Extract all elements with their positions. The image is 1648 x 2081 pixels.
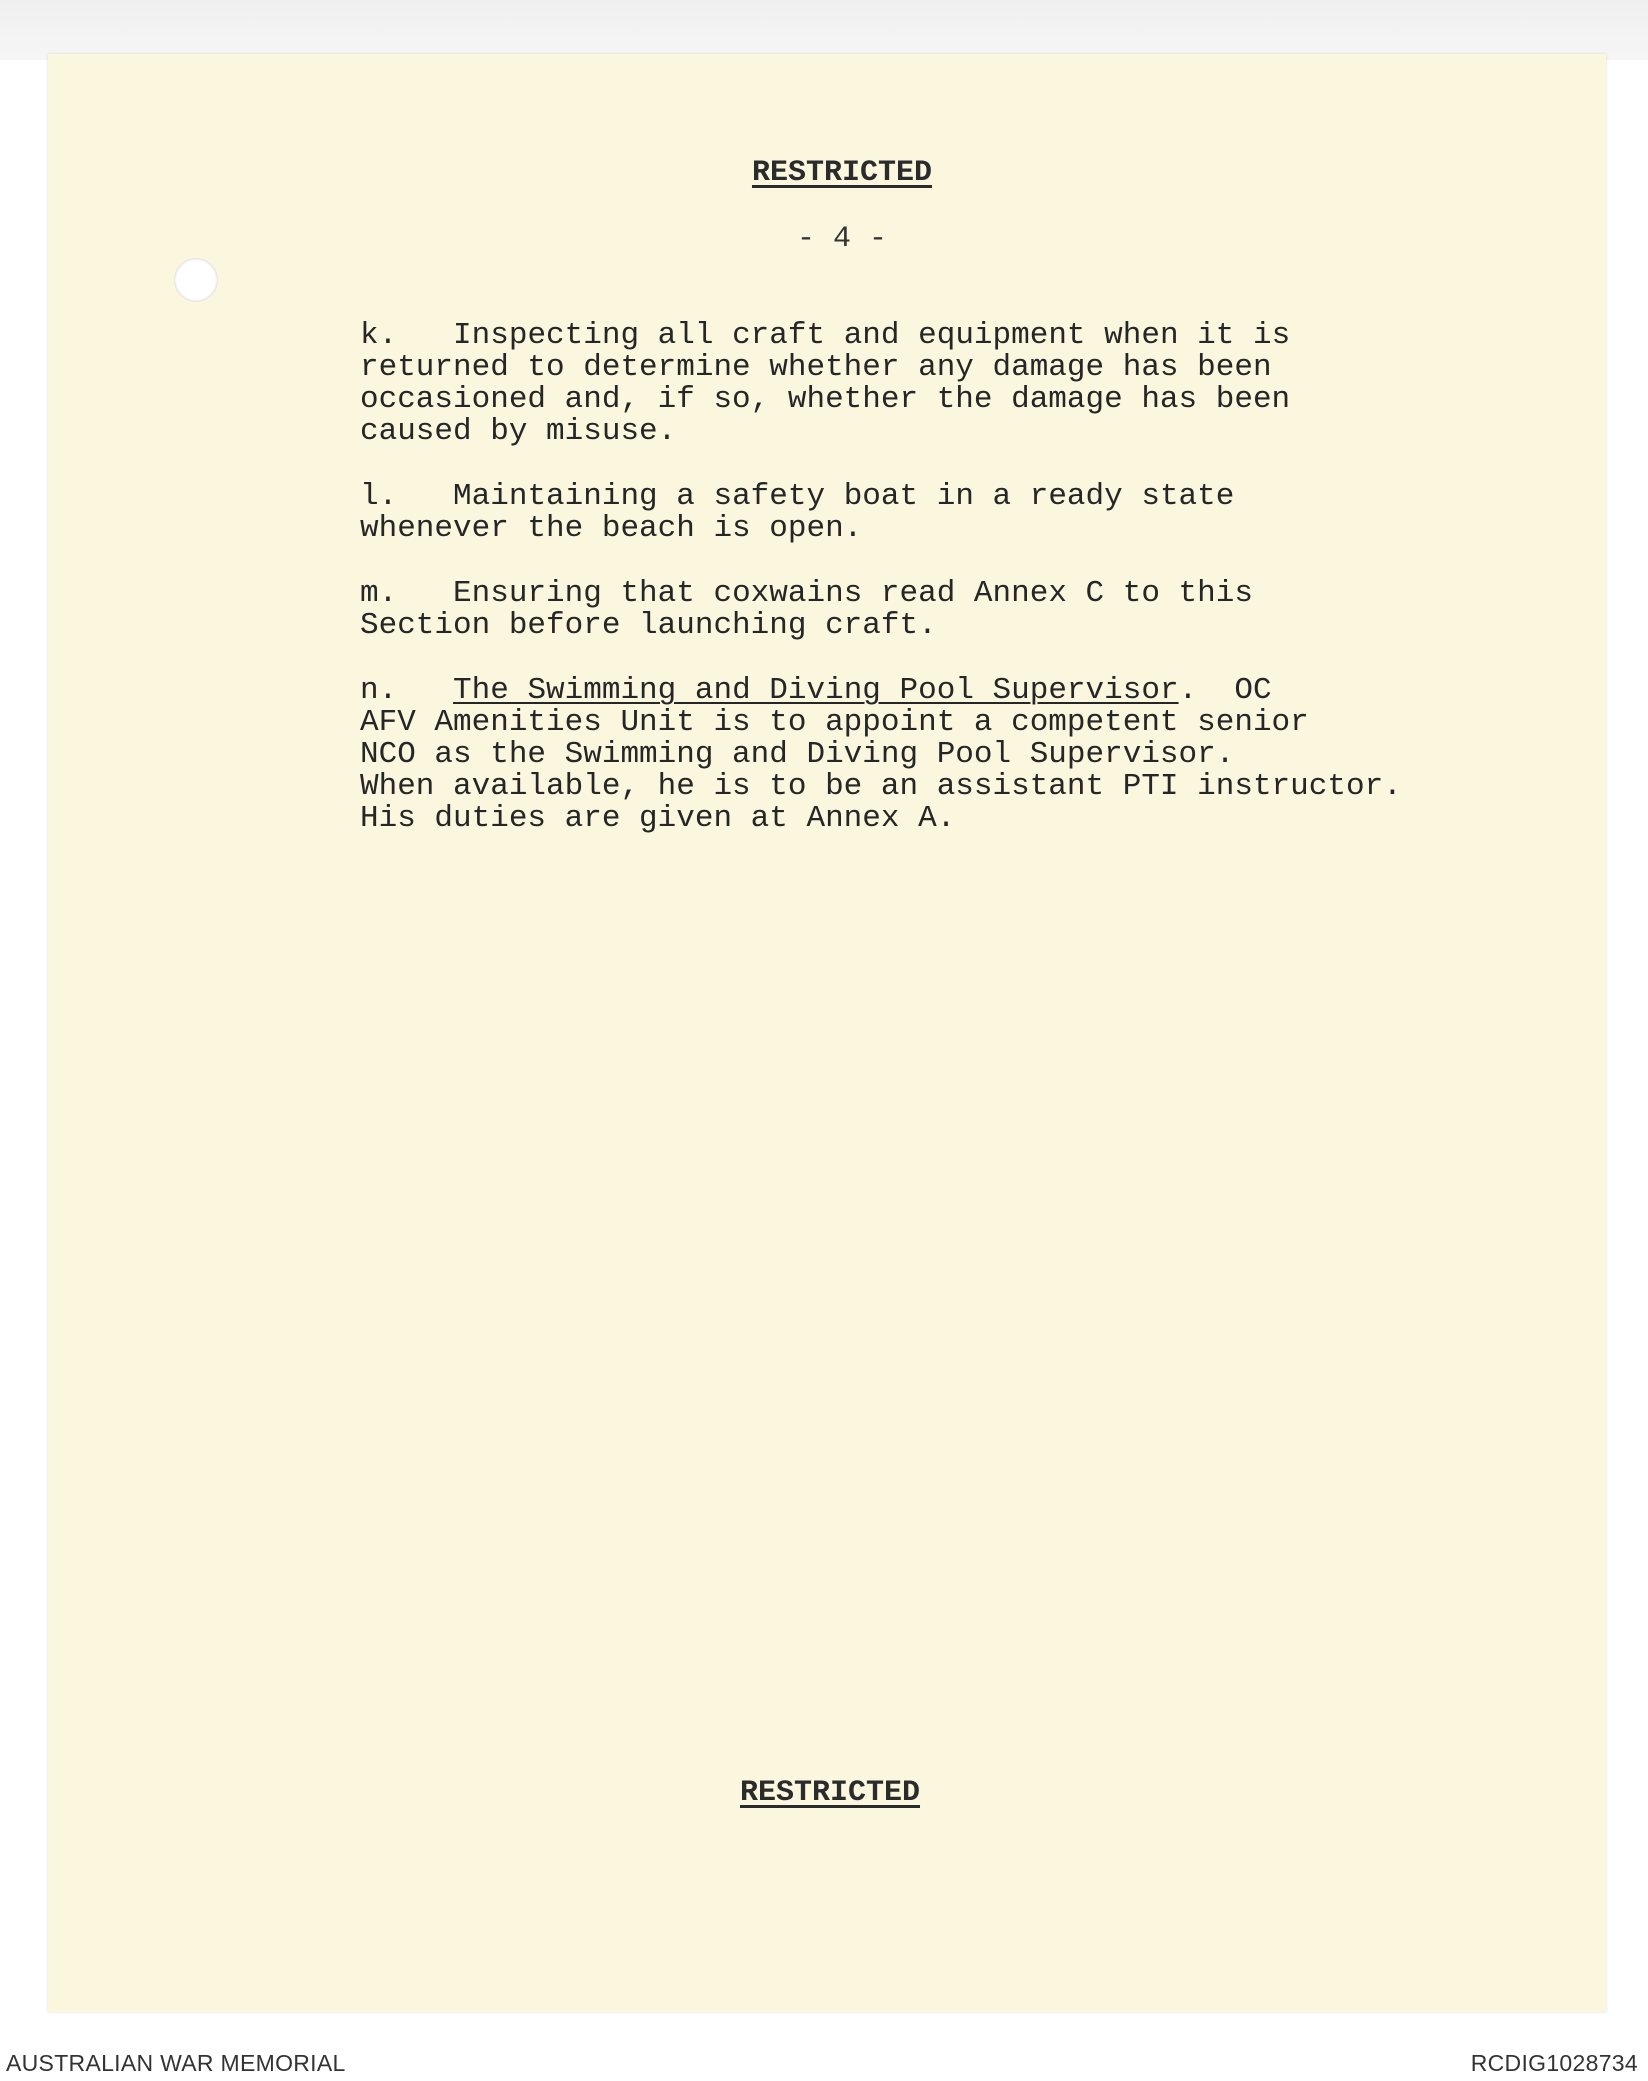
paragraph-m <box>360 578 1500 642</box>
heading-rest: . OC <box>1178 673 1272 708</box>
footer-classification: RESTRICTED <box>739 1776 921 1810</box>
paragraph-line: Ensuring that coxwains read Annex C to this <box>453 576 1253 611</box>
paragraph-label: n. <box>360 673 398 708</box>
paragraph-line: returned to determine whether any damage has been <box>360 350 1272 385</box>
scan-background <box>0 0 1648 60</box>
paragraph-n <box>360 675 1500 835</box>
paragraph-label: l. <box>360 479 398 514</box>
paragraph-line: AFV Amenities Unit is to appoint a competent senior <box>360 705 1309 740</box>
archive-name: AUSTRALIAN WAR MEMORIAL <box>6 2050 346 2076</box>
archive-id: RCDIG1028734 <box>1470 2050 1638 2076</box>
paragraph-line: occasioned and, if so, whether the damage has been <box>360 382 1291 417</box>
paragraph-label: k. <box>360 318 398 353</box>
document-body <box>360 320 1500 868</box>
paragraph-l <box>360 481 1500 545</box>
paragraph-k <box>360 320 1500 448</box>
paragraph-line: NCO as the Swimming and Diving Pool Supervisor. <box>360 737 1235 772</box>
page-number: - 4 - <box>796 222 887 256</box>
paragraph-label: m. <box>360 576 398 611</box>
punch-hole <box>174 258 218 302</box>
paragraph-line: Maintaining a safety boat in a ready state <box>453 479 1235 514</box>
paragraph-line: whenever the beach is open. <box>360 511 863 546</box>
paragraph-line: Inspecting all craft and equipment when it is <box>453 318 1291 353</box>
paragraph-line: When available, he is to be an assistant PTI instructor. <box>360 769 1402 804</box>
section-heading: The Swimming and Diving Pool Supervisor <box>453 673 1179 708</box>
header-classification: RESTRICTED <box>751 156 933 190</box>
paragraph-line: His duties are given at Annex A. <box>360 801 956 836</box>
paragraph-line: caused by misuse. <box>360 414 677 449</box>
paragraph-line: Section before launching craft. <box>360 608 937 643</box>
